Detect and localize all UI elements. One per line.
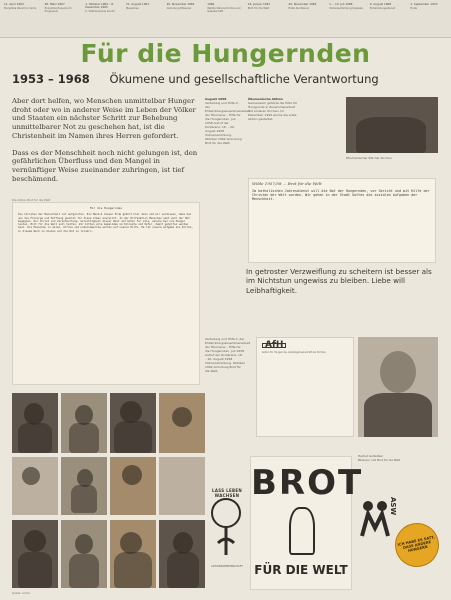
photo-leaflet bbox=[61, 457, 107, 515]
document-heading: Für die Hungernden bbox=[89, 206, 123, 210]
timeline-date: 9. August 1968 bbox=[369, 2, 392, 6]
timeline-text: Mauerbau bbox=[125, 7, 139, 11]
photo-collection bbox=[110, 457, 156, 515]
typed-document bbox=[12, 202, 200, 385]
timeline-date: 20. November 1962 bbox=[166, 2, 195, 6]
photo-boy bbox=[159, 520, 205, 588]
intro-text bbox=[12, 97, 200, 191]
timeline-text: Ende bbox=[410, 7, 417, 11]
timeline-date: 1966 bbox=[207, 2, 215, 6]
photo-children bbox=[61, 393, 107, 453]
timeline-text: Erste Konferenz bbox=[288, 7, 309, 11]
portrait-head bbox=[380, 351, 416, 393]
info-column-heading: August 1958 bbox=[205, 97, 227, 101]
doc-caption: Die Aktion Brot für die Welt bbox=[12, 198, 51, 202]
typed-notes bbox=[248, 178, 436, 263]
timeline-text: II. Vatikanisches Konzil bbox=[85, 10, 115, 14]
intro-paragraph: Dass es der Menschheit noch nicht gelungen ist, den gefährlichen Überfluss und den Mangel in vernünftiger Weise zueinander zuhringen, ist tief beschämend. bbox=[12, 148, 198, 183]
info-column-text: Verteilung und Hilfe in der Entwicklungszusammenarbeit der Ökumene – Hilfe für die Hungernden. Juli 1958 Aufruf der Konferenz. 16. – 20. August 1958 Vollversammlung. Oktober 1962 Gründung Brot für die Welt. bbox=[205, 101, 251, 145]
photo-food-aid bbox=[12, 457, 58, 515]
afh-logo: AfH bbox=[262, 343, 286, 348]
photo-mother-child bbox=[110, 393, 156, 453]
timeline-cell bbox=[248, 3, 285, 37]
timeline-cell bbox=[370, 3, 407, 37]
timeline-text: Enzyklika Pacem in terris bbox=[4, 7, 37, 11]
photo-mother-baby bbox=[110, 520, 156, 588]
quote: In getroster Verzweiflung zu scheitern ist besser als im Nichtstun ungewiss zu bleiben. Liebe will Leibhaftigkeit. bbox=[246, 267, 432, 295]
portrait-body bbox=[364, 393, 432, 437]
ecumenical-heading: Ökumenische Aktion bbox=[248, 97, 283, 101]
photo-child-bowl bbox=[12, 520, 58, 588]
timeline-date: 26. März 1967 bbox=[44, 2, 65, 6]
footer-note-text: Misereor und Brot für die Welt bbox=[358, 457, 400, 462]
poster-title: Für die Hungernden bbox=[80, 39, 371, 68]
subtitle-years: 1953 – 1968 bbox=[12, 72, 90, 86]
timeline-cell bbox=[85, 3, 122, 37]
timeline-cell bbox=[167, 3, 204, 37]
photo-caption: Ökumenischer Rat der Kirchen bbox=[346, 156, 392, 160]
portrait-caption bbox=[358, 455, 438, 462]
handwritten-note: Wilde 1957/58 ... Brot für die Welt bbox=[252, 181, 322, 186]
timeline-cell bbox=[288, 3, 325, 37]
photo-brochure bbox=[159, 457, 205, 515]
fuer-die-welt-text: FÜR DIE WELT bbox=[254, 563, 348, 577]
timeline-cell bbox=[45, 3, 82, 37]
history-column bbox=[205, 337, 251, 447]
photo-council-meeting bbox=[346, 97, 438, 153]
timeline-cell bbox=[4, 3, 41, 37]
timeline-strip bbox=[0, 0, 451, 38]
footer: Quelle: Archiv bbox=[12, 592, 31, 595]
timeline-date: 11. April 1963 bbox=[4, 2, 24, 6]
hand-icon bbox=[289, 507, 315, 555]
timeline-date: 1. – 10. Juli 1968 bbox=[329, 2, 353, 6]
timeline-date: 16. Januar 1967 bbox=[247, 2, 271, 6]
sticker-badge: ICH HABE ES SATT, DASS ANDERE HUNGERN bbox=[391, 519, 443, 571]
letter-text: Aktion für Hungernde. Arbeitsgemeinschaft der Kirchen. bbox=[262, 351, 327, 354]
timeline-date: 1. Oktober 1962 – 8. Dezember 1965 bbox=[85, 2, 114, 10]
timeline-cell bbox=[329, 3, 366, 37]
ecumenical-column bbox=[248, 97, 300, 175]
timeline-text: Gründung Misereor bbox=[166, 7, 192, 11]
subtitle bbox=[12, 72, 379, 86]
timeline-text: Enzyklika Populorum Progressio bbox=[44, 7, 72, 14]
portrait-name: Helmut Gollwitzer bbox=[358, 454, 384, 458]
photo-hungry-child bbox=[12, 393, 58, 453]
timeline-cell bbox=[410, 3, 447, 37]
asw-logo-icon bbox=[358, 498, 392, 538]
timeline-date: 1. September 1970 bbox=[410, 2, 438, 6]
history-text: Verteilung und Hilfe in der Entwicklungszusammenarbeit der Ökumene – Hilfe für die Hungernden. Juli 1958 Aufruf der Konferenz. 16. – 20. August 1958 Vollversammlung. Oktober 1962 Gründung Brot für die Welt. bbox=[205, 337, 251, 373]
timeline-cell bbox=[126, 3, 163, 37]
timeline-text: Brot für die Welt bbox=[247, 7, 270, 11]
intro-paragraph: Aber dort helfen, wo Menschen unmittelbar Hunger droht oder wo in anderer Weise im Leben der Völker und Staaten ein nächster Schritt zur Behebung unmittelbarer Not zu geschehen hat, ist die Christenheit im Namen ihres Herren gefordert. bbox=[12, 97, 196, 140]
ecumenical-text: Gemeinsam gehörte die Hilfe für Hungernde in Zusammenarbeit mit anderen Kirchen. Im Dezember 1959 wurde die erste Aktion gestartet. bbox=[248, 101, 298, 121]
timeline-cell bbox=[207, 3, 244, 37]
asw-text: ASW bbox=[389, 497, 397, 516]
photo-children-group bbox=[61, 520, 107, 588]
letterhead-document bbox=[256, 337, 354, 437]
tree-logo-icon bbox=[206, 493, 246, 563]
eco-logo-subtitle: AKTIONSGEMEINSCHAFT bbox=[211, 565, 243, 568]
brot-text: BROT bbox=[251, 463, 364, 503]
timeline-text: Weltkonferenz Kirche und Gesellschaft bbox=[207, 7, 241, 14]
photo-poster-hunger bbox=[159, 393, 205, 453]
document-body: Die Christen der Menschheit ist aufgerufen. Ein Mensch dieser Erde gehört hier dazu und wir vermissen, dass bei uns die Fürsorge und Hoffnung genutzt für diese Armen ausreicht. In der Hilfsaktion Menschen seht wohl der Not begegnen. Der Christ und Verantwortung. Gerechtigkeit dieser Welt und Güter für alle, welche bei uns Hunger leiden. Brot für die Welt soll helfen. Wir bitten alle Gemeinden um Kollekte und Opfer, damit geholfen werden kann. Die Menschen in Asien, Afrika und Lateinamerika warten auf unsere Hilfe. Es ist unsere Aufgabe als Kirche, in diesem Werk zu dienen und die Not zu lindern. bbox=[18, 213, 193, 233]
brot-fuer-die-welt-logo bbox=[250, 456, 364, 590]
timeline-date: 31. August 1961 bbox=[125, 2, 150, 6]
info-column bbox=[205, 97, 251, 327]
timeline-text: Vollversammlung Uppsala bbox=[329, 7, 363, 11]
portrait-photo bbox=[358, 337, 438, 437]
subtitle-text: Ökumene und gesellschaftliche Verantwortung bbox=[109, 72, 379, 86]
timeline-text: Entwicklungsdienst bbox=[369, 7, 395, 11]
eco-logo-text: LASS LEBEN WACHSEN bbox=[211, 488, 243, 498]
notes-text: Im katholischen Jahresdienst will die Not der Hungernden, vor Gericht und mit Hilfe der Christen der Welt wurden. Wir gehen in der Stadt Gottes die sozialen Aufgaben der Menschheit. bbox=[252, 189, 430, 202]
timeline-date: 20. November 1963 bbox=[288, 2, 317, 6]
